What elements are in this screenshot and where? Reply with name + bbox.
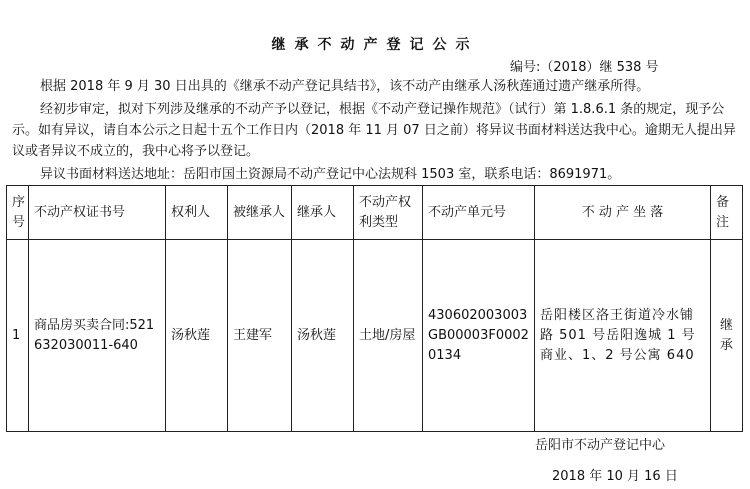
issuing-organization: 岳阳市不动产登记中心 (535, 438, 666, 453)
cell-remark: 继承 (711, 240, 743, 432)
header-remark: 备注 (711, 186, 743, 240)
header-heir: 继承人 (292, 186, 354, 240)
cell-decedent: 王建军 (228, 240, 292, 432)
paragraph-address: 异议书面材料送达地址：岳阳市国土资源局不动产登记中心法规科 1503 室，联系电话：8691971。 (40, 167, 621, 182)
header-location: 不 动 产 坐 落 (535, 186, 711, 240)
header-right-type: 不动产权利类型 (354, 186, 423, 240)
table-header-row (7, 186, 743, 240)
cell-seq: 1 (7, 240, 29, 432)
header-cert: 不动产权证书号 (29, 186, 166, 240)
cell-location: 岳阳楼区洛王街道冷水铺路 501 号岳阳逸城 1 号商业、1、2 号公寓 640 (535, 240, 711, 432)
cell-right-type: 土地/房屋 (354, 240, 423, 432)
header-decedent: 被继承人 (228, 186, 292, 240)
table-row (7, 240, 743, 432)
header-seq: 序号 (7, 186, 29, 240)
page-title: 继承不动产登记公示 (271, 37, 479, 53)
cell-cert: 商品房买卖合同:521632030011-640 (29, 240, 166, 432)
issue-date: 2018 年 10 月 16 日 (552, 469, 678, 484)
paragraph-notice: 经初步审定，拟对下列涉及继承的不动产予以登记，根据《不动产登记操作规范》（试行）第 1.8.6.1 条的规定，现予公示。如有异议，请自本公示之日起十五个工作日内（2018 年 11 月 07 日之前）将异议书面材料送达我中心。逾期无人提出异议或者异议不成立的，我中心将予以登记。 (12, 102, 736, 159)
document-number: 编号:（2018）继 538 号 (510, 60, 659, 75)
header-unit-no: 不动产单元号 (423, 186, 535, 240)
cell-heir: 汤秋莲 (292, 240, 354, 432)
header-owner: 权利人 (166, 186, 228, 240)
paragraph-basis: 根据 2018 年 9 月 30 日出具的《继承不动产登记具结书》，该不动产由继承人汤秋莲通过遗产继承所得。 (40, 79, 650, 94)
registration-table (6, 185, 743, 432)
cell-unit-no: 430602003003GB00003F00020134 (423, 240, 535, 432)
cell-owner: 汤秋莲 (166, 240, 228, 432)
